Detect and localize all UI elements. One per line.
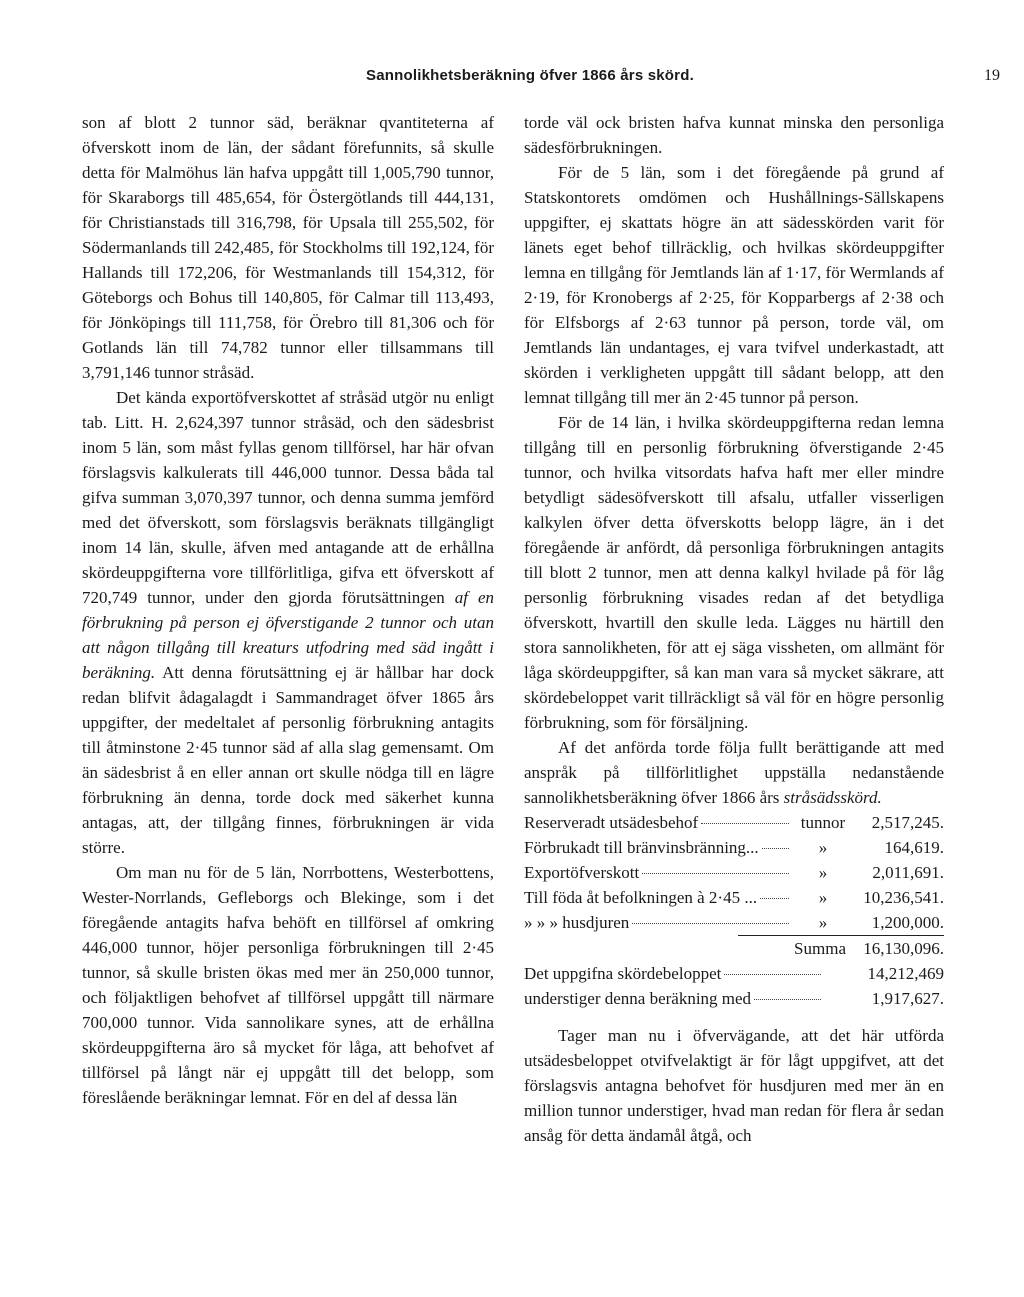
calc-row-value: 2,011,691.	[872, 863, 944, 882]
calc-row-value: 2,517,245.	[871, 813, 944, 832]
calc-row-unit: tunnor	[800, 813, 846, 832]
calc-row-label: Exportöfverskott	[524, 863, 640, 882]
right-column	[524, 110, 944, 1148]
harvest-row	[524, 986, 944, 1011]
calc-row	[524, 810, 944, 835]
running-title: Sannolikhetsberäkning öfver 1866 års skörd.	[366, 67, 694, 84]
running-header	[60, 63, 1000, 89]
left-paragraph-2	[82, 385, 494, 860]
right-paragraph-4-italic: stråsädsskörd.	[783, 788, 882, 807]
calc-row	[524, 910, 944, 935]
summa-value: 16,130,096.	[863, 939, 944, 958]
calc-row-unit: »	[818, 913, 828, 932]
calc-row-unit: »	[818, 863, 828, 882]
calc-row-label: Förbrukadt till bränvinsbränning...	[524, 838, 759, 857]
leader-dots	[632, 923, 789, 924]
harvest-row-value: 1,917,627.	[871, 989, 944, 1008]
calc-row-value: 1,200,000.	[871, 913, 944, 932]
right-paragraph-5: Tager man nu i öfvervägande, att det här utförda utsädesbeloppet otvifvelaktigt är för lågt uppgifvet, att det förslagsvis antagna behofvet för husdjuren med mer än en million tunnor understiger, hvad man redan för flera år sedan ansåg för detta ändamål åtgå, och	[524, 1026, 944, 1145]
left-paragraph-2-text-a: Det kända exportöfverskottet af stråsäd utgör nu enligt tab. Litt. H. 2,624,397 tunnor stråsäd, och den sädesbrist inom 5 län, som måst fyllas genom tillförsel, har här ofvan förslagsvis kalkulerats till 446,000 tunnor. Dessa båda tal gifva summan 3,070,397 tunnor, och denna summa jemförd med det öfverskott, som förslagsvis beräknats tillgängligt inom 14 län, skulle, äfven med antagande att de erhållna skördeuppgifterna vore tillförlitliga, gifva ett öfverskott af 720,749 tunnor, under den gjorda förutsättningen	[82, 388, 494, 607]
right-paragraph-4-text: Af det anförda torde följa fullt berättigande att med anspråk på tillförlitlighet uppställa nedanstående sannolikhetsberäkning öfver 1866 års	[524, 738, 944, 807]
leader-dots	[724, 974, 821, 975]
right-paragraph-2: För de 5 län, som i det föregående på grund af Statskontorets omdömen och Hushållnings-Sällskapens uppgifter, ej skattats högre än att sädesskörden varit för länets eget behof tillräcklig, och hvilkas skördeuppgifter lemna en tillgång för Jemtlands län af 1·17, för Wermlands af 2·19, för Kronobergs af 2·25, för Kopparbergs af 2·38 och för Elfsborgs af 2·63 tunnor på person, torde väl, om Jemtlands län undantages, ej vara tvifvel underkastadt, att skörden i verkligheten uppgått till sådant belopp, att den lemnat tillgång till mer än 2·45 tunnor på person.	[524, 163, 944, 407]
harvest-row-value: 14,212,469	[867, 964, 944, 983]
calc-row-unit: »	[818, 888, 828, 907]
leader-dots	[701, 823, 789, 824]
page-number: 19	[984, 67, 1000, 84]
left-paragraph-3: Om man nu för de 5 län, Norrbottens, Westerbottens, Wester-Norrlands, Gefleborgs och Blekinge, som i det föregående antagits hafva behöft en tillförsel af omkring 446,000 tunnor, höjer personliga förbrukningen till 2·45 tunnor, så skulle bristen ökas med mer än 250,000 tunnor, och följaktligen behofvet af tillförsel uppgått till närmare 700,000 tunnor. Vida sannolikare synes, att de erhållna skördeuppgifterna äro så mycket för låga, att behofvet af tillförsel på långt när ej uppgått till det belopp, som föreslående beräkningar lemnat. För en del af dessa län	[82, 863, 494, 1107]
calc-row-value: 164,619.	[884, 838, 944, 857]
summa-row	[738, 935, 944, 961]
calc-row-label: Till föda åt befolkningen à 2·45 ...	[524, 888, 758, 907]
leader-dots	[762, 848, 789, 849]
summa-label: Summa	[794, 939, 846, 958]
harvest-row-label: understiger denna beräkning med	[524, 989, 752, 1008]
calc-row	[524, 835, 944, 860]
left-paragraph-2-text-b: Att denna förutsättning ej är hållbar har dock redan blifvit ådagalagdt i Sammandraget öfver 1865 års uppgifter, der medeltalet af personlig förbrukning antagits till åtminstone 2·45 tunnor säd af alla slag gemensamt. Om än sädesbrist å en eller annan ort skulle nödga till en lägre förbrukning än denna, torde dock med säkerhet kunna antagas, att, der tillgång finnes, förbrukningen är vida större.	[82, 663, 494, 857]
leader-dots	[642, 873, 789, 874]
calc-row-label: » » » husdjuren	[524, 913, 630, 932]
calc-row-value: 10,236,541.	[863, 888, 944, 907]
left-paragraph-1: son af blott 2 tunnor säd, beräknar qvantiteterna af öfverskott inom de län, der sådant förefunnits, så skulle detta för Malmöhus län hafva uppgått till 1,005,790 tunnor, för Skaraborgs till 485,654, för Östergötlands till 444,131, för Christianstads till 316,798, för Upsala till 255,502, för Södermanlands till 242,485, för Stockholms till 192,124, för Hallands till 172,206, för Westmanlands till 154,312, för Göteborgs och Bohus till 140,805, för Calmar till 113,493, för Jönköpings till 111,758, för Örebro till 81,306 och för Gotlands län till 74,782 tunnor eller tillsammans till 3,791,146 tunnor stråsäd.	[82, 113, 494, 382]
right-paragraph-4	[524, 735, 944, 810]
calc-row	[524, 860, 944, 885]
left-column	[82, 110, 494, 1110]
right-paragraph-3: För de 14 län, i hvilka skördeuppgifterna redan lemna tillgång till en personlig förbrukning öfverstigande 2·45 tunnor, och hvilka vitsordats hafva haft mer eller mindre betydligt sädesöfverskott till afsalu, utfaller visserligen kalkylen öfver detta öfverskotts belopp lägre, än i det föregående är anfördt, då personliga förbrukningen antagits till blott 2 tunnor, men att denna kalkyl hvilade på för låg personlig förbrukning visades redan af det betydliga öfverskott, hvartill den skulle leda. Lägges nu härtill den stora sannolikheten, för att ej säga vissheten, om allmänt för låga skördeuppgifter, så kan man vara så mycket säkrare, att skördebeloppet varit tillräckligt så väl för en högre personlig förbrukning, som för försäljning.	[524, 413, 944, 732]
harvest-row	[524, 961, 944, 986]
leader-dots	[760, 898, 789, 899]
left-paragraph-2-italic: af en förbrukning på person ej öfverstigande 2 tunnor och utan att någon tillgång till kreaturs utfodring med säd ingått i beräkning.	[82, 588, 494, 682]
leader-dots	[754, 999, 821, 1000]
calculation-table	[524, 810, 944, 1011]
harvest-row-label: Det uppgifna skördebeloppet	[524, 964, 722, 983]
right-paragraph-1: torde väl ock bristen hafva kunnat minska den personliga sädesförbrukningen.	[524, 113, 944, 157]
calc-row	[524, 885, 944, 910]
calc-row-label: Reserveradt utsädesbehof	[524, 813, 699, 832]
calc-row-unit: »	[818, 838, 828, 857]
